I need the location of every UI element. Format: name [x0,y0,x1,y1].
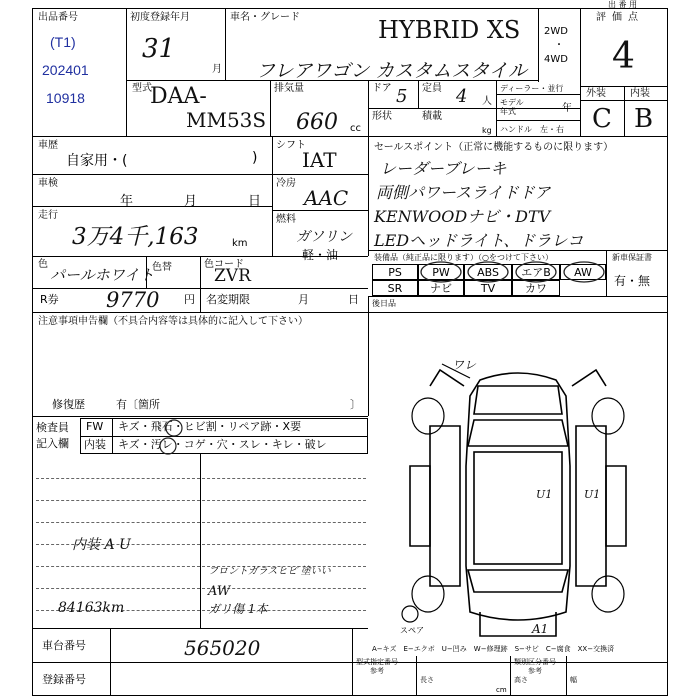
capacity-label: 定員 [422,83,442,94]
recycle-value: 9770 [106,288,160,312]
ac-value: AAC [304,186,349,210]
shift-value: IAT [302,148,337,172]
chassis-value: 565020 [184,636,261,660]
registration-year: 31 [142,34,176,64]
inspector-label-2: 記入欄 [36,437,69,450]
mileage-unit: km [232,238,248,249]
color-code-value: ZVR [214,266,251,286]
length-label: 長さ [420,676,434,684]
recycle-unit: 円 [184,293,195,306]
color-label: 色 [38,259,48,270]
name-change-month: 月 [298,293,309,306]
ref-label-1: 参考 [370,667,384,675]
inspection-year-unit: 年 [120,194,134,209]
plate-label: 登録番号 [42,673,86,686]
model-year-unit: 年 [562,103,572,114]
ac-label: 冷房 [276,178,296,189]
doors-value: 5 [396,86,408,107]
model-value-2: MM53S [186,108,267,132]
displacement-unit: cc [350,123,361,134]
drive-dot: ・ [554,40,564,51]
sales-point-4: LEDヘッドライト、ドラレコ [374,231,584,250]
car-damage-diagram [370,356,666,646]
interior-grade: B [634,104,654,134]
inspector-circles [150,416,190,456]
equip-aw: AW [560,264,606,280]
history-value: 自家用・( [66,153,128,169]
history-label: 車歴 [38,140,58,151]
evaluation-label: 評価点 [596,12,644,23]
type-cert-label: 型式指定番号 [356,658,398,666]
fuel-option: 軽・油 [302,248,339,262]
ref-label-2: 参考 [528,667,542,675]
equipment-label: 装備品（純正品に限ります）（○をつけて下さい） [374,253,553,262]
inspection-day-unit: 日 [248,194,262,209]
lot-label: 出品番号 [38,12,78,23]
interior-check-items: キズ・汚レ・コゲ・穴・スレ・キレ・破レ [118,438,327,451]
damage-legend: A−キズ E−エクボ U−凹み W−修理跡 S−サビ C−腐食 XX−交換済 [372,645,615,653]
repair-label: 修復歴 [52,398,85,411]
inspector-note-interior: 内装 A U [72,537,131,553]
name-change-label: 名変期限 [206,293,250,306]
width-label: 幅 [570,676,577,684]
capacity-unit: 人 [482,96,492,107]
notes-label: 注意事項申告欄（不具合内容等は具体的に記入して下さい） [38,316,308,327]
inspector-note-mileage: 84163km [58,600,125,616]
back-seat-label: 後日品 [372,299,396,308]
equip-leather: カワ [512,280,560,296]
model-value-1: DAA- [150,84,207,109]
sales-point-1: レーダーブレーキ [380,159,507,178]
warranty-options: 有・無 [614,274,651,288]
recycle-label: R券 [40,293,59,306]
lot-code: (T1) [50,34,76,50]
sales-point-2: 両側パワースライドドア [376,183,551,202]
equip-pw: PW [418,264,464,280]
fw-items: キズ・飛石・ヒビ割・リペア跡・X要 [118,420,302,433]
equipment-circles [368,256,608,286]
lot-number-2: 10918 [46,90,85,106]
name-change-day: 日 [348,293,359,306]
color-change-label: 色替 [152,262,172,273]
interior-label: 内装 [630,88,650,99]
fw-label: FW [86,420,104,433]
equip-navi: ナビ [418,280,464,296]
header-top: 出 番 用 [608,0,638,9]
chassis-label: 車台番号 [42,639,86,652]
displacement-label: 排気量 [274,83,304,94]
equip-ps: PS [372,264,418,280]
shape-label: 形状 [372,111,392,122]
class-cert-label: 類別区分番号 [514,658,556,666]
car-label: 車名・グレード [230,12,300,23]
registration-label: 初度登録年月 [130,12,190,23]
inspection-label: 車検 [38,178,58,189]
load-unit: kg [482,126,492,135]
model-year-label-2: 年式 [500,107,516,116]
registration-month-unit: 月 [212,64,222,75]
inspector-note-windshield: フロントガラスヒビ 塗いい [208,566,331,577]
exterior-label: 外装 [586,88,606,99]
exterior-grade: C [592,104,612,134]
fuel-value: ガソリン [296,229,352,245]
interior-check-label: 内装 [84,438,106,451]
equip-abs: ABS [464,264,512,280]
history-close: ) [252,150,258,166]
load-label: 積載 [422,111,442,122]
shift-label: シフト [276,140,306,151]
doors-label: ドア [372,83,392,94]
equip-airbag: エアB [512,264,560,280]
repair-close: 〕 [350,398,361,411]
model-label: 型式 [132,83,152,94]
equip-sr: SR [372,280,418,296]
displacement-value: 660 [296,110,338,135]
capacity-value: 4 [456,86,468,107]
drive-2wd: 2WD [544,26,568,37]
inspection-month-unit: 月 [184,194,198,209]
color-value: パールホワイト [50,266,155,284]
car-name: フレアワゴン カスタムスタイル [256,60,527,82]
evaluation-score: 4 [612,36,635,77]
fuel-label: 燃料 [276,214,296,225]
diagram-mark-1: U1 [536,488,553,501]
inspector-note-aw: AW [208,584,231,599]
color-code-label: 色コード [204,259,244,270]
sales-point-3: KENWOODナビ・DTV [374,207,551,226]
drive-4wd: 4WD [544,54,568,65]
diagram-bottom-mark: A1 [532,622,549,636]
mileage-label: 走行 [38,210,58,221]
model-year-label-1: モデル [500,98,524,107]
handle-options: 左・右 [540,125,564,134]
equip-tv: TV [464,280,512,296]
height-label: 高さ [514,676,528,684]
inspector-note-scratch: ガリ傷 1本 [208,602,268,616]
lot-number-1: 202401 [42,62,89,78]
mileage-value: 3万4千,163 [72,224,199,250]
handle-label: ハンドル [500,125,532,134]
sales-points-label: セールスポイント（正常に機能するものに限ります） [374,142,614,153]
repair-value: 有〔箇所 [116,398,160,411]
cm-unit: cm [496,686,507,694]
dealer-label: ディーラー・並行 [500,84,564,93]
car-grade: HYBRID XS [378,16,521,44]
diagram-mark-2: U1 [584,488,601,501]
inspector-label-1: 検査員 [36,421,69,434]
warranty-label: 新車保証書 [612,253,652,262]
diagram-top-label: ワレ [452,358,477,372]
spare-label: スペア [400,626,424,635]
